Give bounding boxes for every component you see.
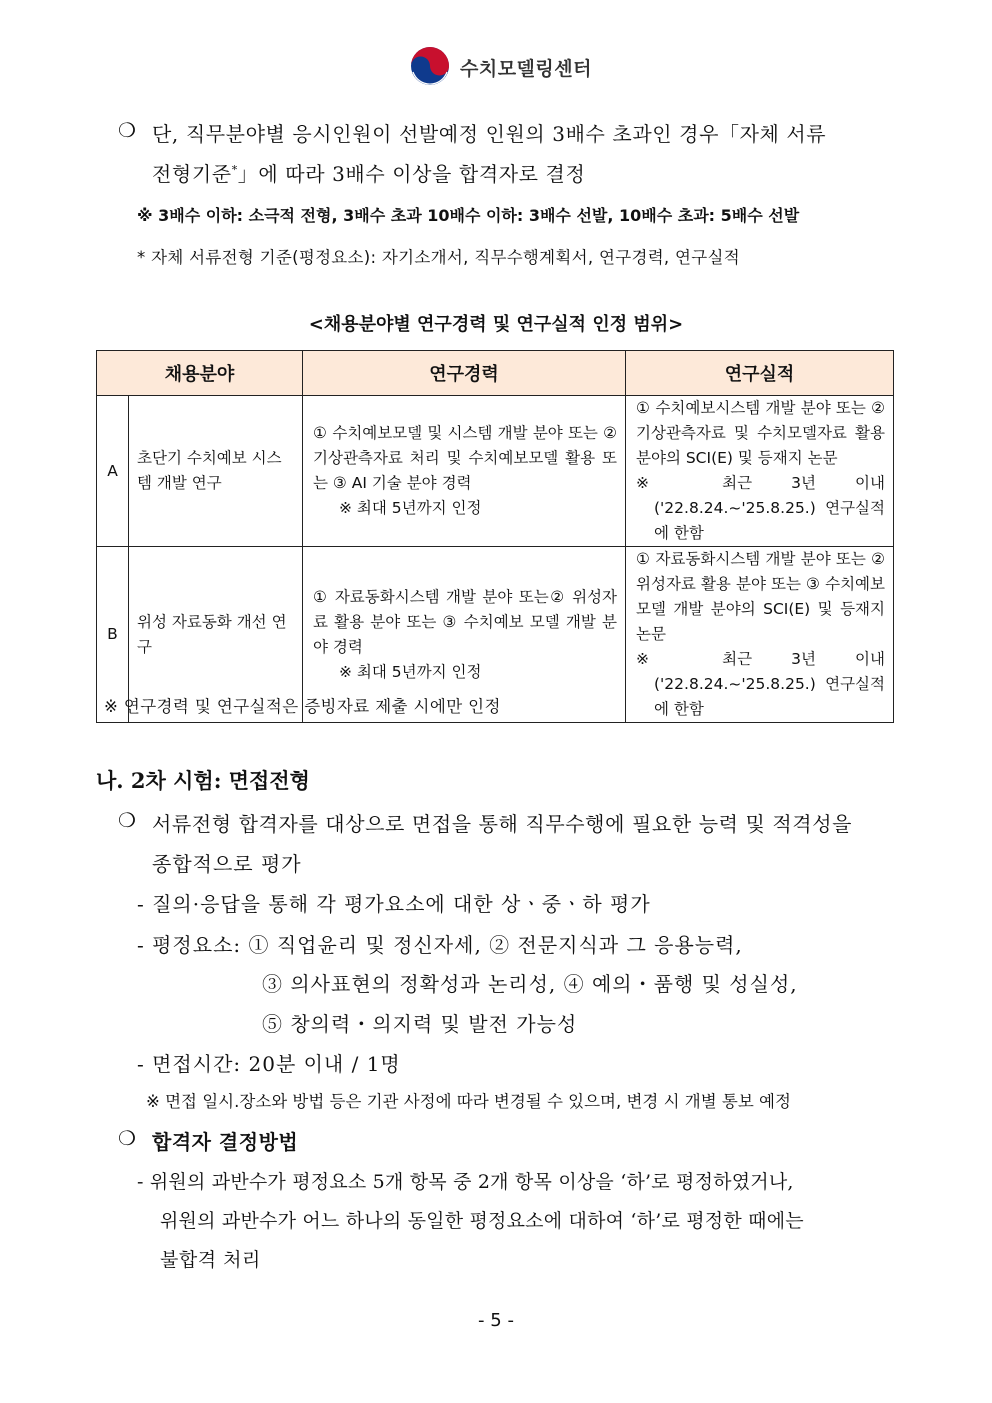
row-code: B — [97, 547, 129, 723]
achievement-note: ※ 최근 3년 이내('22.8.24.~'25.8.25.) 연구실적에 한함 — [636, 650, 885, 718]
taegeuk-emblem-icon — [410, 46, 450, 86]
experience-note: ※ 최대 5년까지 인정 — [339, 499, 482, 517]
row-code: A — [97, 396, 129, 547]
bullet-marker: ❍ — [118, 808, 136, 832]
interview-duration: - 면접시간: 20분 이내 / 1명 — [137, 1052, 401, 1076]
header-experience: 연구경력 — [303, 351, 626, 396]
bullet-marker: ❍ — [118, 1126, 136, 1150]
intro-line-2 — [152, 158, 585, 187]
decision-line-3: 불합격 처리 — [160, 1249, 261, 1271]
table-row — [97, 396, 894, 547]
decision-heading: 합격자 결정방법 — [152, 1130, 299, 1154]
organization-name: 수치모델링센터 — [460, 58, 592, 80]
page-number: - 5 - — [478, 1310, 514, 1331]
table-footnote: ※ 연구경력 및 연구실적은 증빙자료 제출 시에만 인정 — [104, 697, 501, 716]
achievement-note: ※ 최근 3년 이내('22.8.24.~'25.8.25.) 연구실적에 한함 — [636, 474, 885, 542]
criteria-line-2: ③ 의사표현의 정확성과 논리성, ④ 예의・품행 및 성실성, — [262, 972, 798, 996]
recognition-scope-table — [96, 350, 894, 723]
intro-line-1: 단, 직무분야별 응시인원이 선발예정 인원의 3배수 초과인 경우「자체 서류 — [152, 122, 827, 146]
footnote-marker: * — [231, 163, 238, 177]
row-achievement — [626, 547, 894, 723]
decision-line-2: 위원의 과반수가 어느 하나의 동일한 평정요소에 대하여 ‘하’로 평정한 때에는 — [160, 1210, 804, 1232]
table-title: <채용분야별 연구경력 및 연구실적 인정 범위> — [308, 314, 684, 335]
row-field: 초단기 수치예보 시스템 개발 연구 — [129, 396, 303, 547]
qa-evaluation: - 질의·응답을 통해 각 평가요소에 대한 상ㆍ중ㆍ하 평가 — [137, 892, 651, 916]
selection-rule-note: ※ 3배수 이하: 소극적 전형, 3배수 초과 10배수 이하: 3배수 선발, 10배수 초과: 5배수 선발 — [137, 206, 800, 225]
experience-note: ※ 최대 5년까지 인정 — [339, 662, 482, 681]
experience-text: ① 수치예보모델 및 시스템 개발 분야 또는 ② 기상관측자료 처리 및 수치예보모델 활용 또는 ③ AI 기술 분야 경력 — [313, 424, 617, 492]
intro-line-2-post: 」에 따라 3배수 이상을 합격자로 결정 — [237, 162, 586, 186]
row-field: 위성 자료동화 개선 연구 — [129, 547, 303, 723]
header-achievement: 연구실적 — [626, 351, 894, 396]
experience-text: ① 자료동화시스템 개발 분야 또는② 위성자료 활용 분야 또는 ③ 수치예보 모델 개발 분야 경력 — [313, 587, 617, 656]
criteria-line-1: - 평정요소: ① 직업윤리 및 정신자세, ② 전문지식과 그 응용능력, — [137, 933, 743, 957]
header-field: 채용분야 — [97, 351, 303, 396]
document-criteria-note: * 자체 서류전형 기준(평정요소): 자기소개서, 직무수행계획서, 연구경력, 연구실적 — [137, 248, 740, 267]
bullet-marker: ❍ — [118, 118, 136, 142]
intro-line-2-pre: 전형기준 — [152, 162, 232, 186]
interview-summary-line-1: 서류전형 합격자를 대상으로 면접을 통해 직무수행에 필요한 능력 및 적격성을 — [152, 812, 853, 836]
decision-line-1: - 위원의 과반수가 평정요소 5개 항목 중 2개 항목 이상을 ‘하’로 평정하였거나, — [137, 1171, 794, 1193]
row-achievement — [626, 396, 894, 547]
interview-summary-line-2: 종합적으로 평가 — [152, 852, 302, 876]
criteria-line-3: ⑤ 창의력・의지력 및 발전 가능성 — [262, 1012, 578, 1036]
achievement-text: ① 수치예보시스템 개발 분야 또는 ② 기상관측자료 및 수치모델자료 활용 분야의 SCI(E) 및 등재지 논문 — [636, 399, 885, 467]
achievement-text: ① 자료동화시스템 개발 분야 또는 ② 위성자료 활용 분야 또는 ③ 수치예보모델 개발 분야의 SCI(E) 및 등재지 논문 — [636, 550, 885, 643]
schedule-note: ※ 면접 일시.장소와 방법 등은 기관 사정에 따라 변경될 수 있으며, 변경 시 개별 통보 예정 — [146, 1092, 791, 1111]
section-heading: 나. 2차 시험: 면접전형 — [96, 768, 310, 793]
table-header-row — [97, 351, 894, 396]
row-experience — [303, 396, 626, 547]
